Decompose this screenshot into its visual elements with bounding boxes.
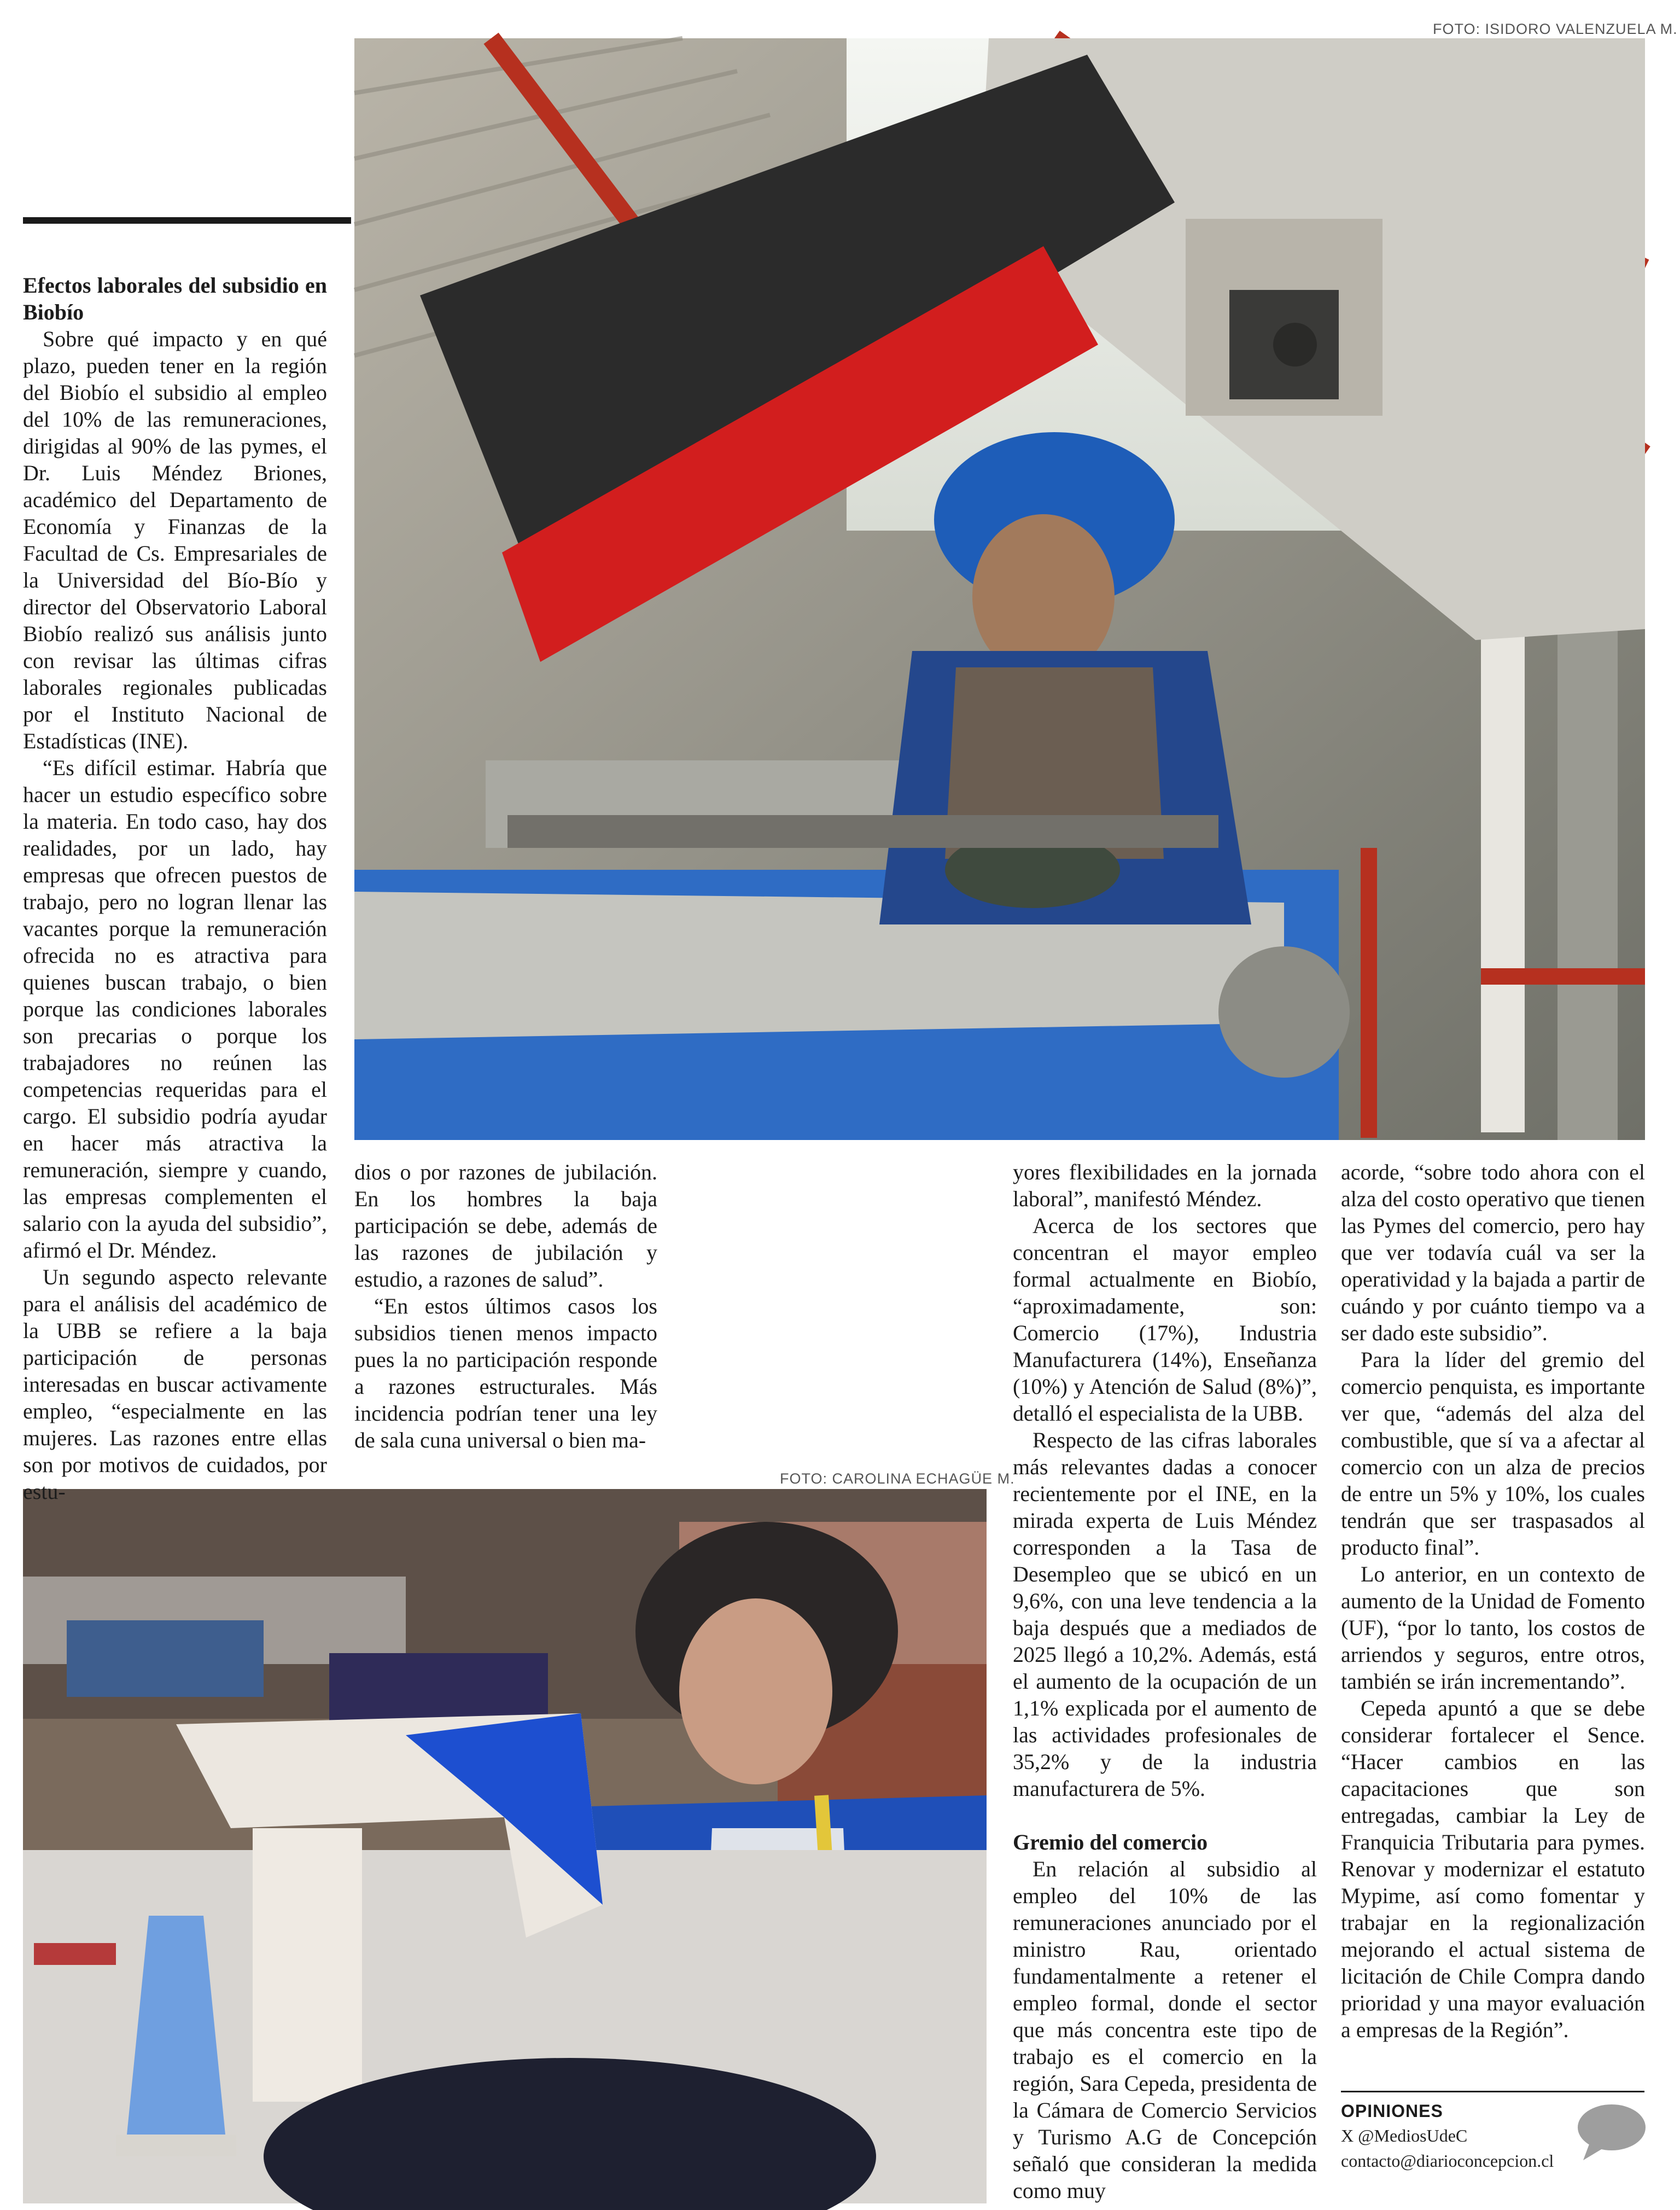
section-rule bbox=[23, 217, 351, 224]
section-subheading: Gremio del comercio bbox=[1013, 1830, 1208, 1854]
section-heading: Efectos laborales del subsidio en Biobío bbox=[23, 273, 327, 324]
contact-email[interactable]: contacto@diarioconcepcion.cl bbox=[1341, 2151, 1554, 2171]
paragraph: Sobre qué impacto y en qué plazo, pueden tener en la región del Biobío el subsidio al empleo del 10% de las remuneraciones, dirigidas al 90% de las pymes, el Dr. Luis Méndez Briones, académico del Departamento de Economía y Finanzas de la Facultad de Cs. Empresariales de la Universidad del Bío-Bío y director del Observatorio Laboral Biobío realizó sus análisis junto con revisar las últimas cifras laborales regionales publicadas por el Instituto Nacional de Estadísticas (INE). bbox=[23, 327, 327, 753]
paragraph: Acerca de los sectores que concentran el mayor empleo formal actualmente en Biobío, “aproximadamente, son: Comercio (17%), Industria Manufacturera (14%), Enseñanza (10%) y Atención de Salud (8%)”, detalló el especialista de la UBB. bbox=[1013, 1213, 1317, 1426]
paragraph: En relación al subsidio al empleo del 10% de las remuneraciones anunciado por el ministro Rau, orientado fundamentalmente a retener el empleo formal, donde el sector que más concentra este tipo de trabajo es el comercio en la región, Sara Cepeda, presidenta de la Cámara de Comercio Servicios y Turismo A.G de Concepción señaló que consideran la medida como muy bbox=[1013, 1857, 1317, 2203]
industrial-photo bbox=[354, 38, 1645, 1140]
paragraph: acorde, “sobre todo ahora con el alza del costo operativo que tienen las Pymes del comercio, pero hay que ver todavía cuál va ser la operatividad y la bajada a partir de cuándo y por cuánto tiempo va a ser dado este subsidio”. bbox=[1341, 1160, 1645, 1345]
speech-bubble-icon bbox=[1573, 2102, 1647, 2162]
sewing-photo bbox=[23, 1489, 987, 2203]
article-column-3 bbox=[1013, 1159, 1317, 2203]
photo-credit-top: FOTO: ISIDORO VALENZUELA M. bbox=[1433, 21, 1678, 37]
paragraph: Respecto de las cifras laborales más relevantes dadas a conocer recientemente por el INE, en la mirada experta de Luis Méndez corresponden a la Tasa de Desempleo que se ubicó en un 9,6%, con una leve tendencia a la baja después que a mediados de 2025 llegó a 10,2%. Además, está el aumento de la ocupación de un 1,1% explicada por el aumento de las actividades profesionales de 35,2% y de la industria manufacturera de 5%. bbox=[1013, 1428, 1317, 1801]
opinions-box bbox=[1341, 2091, 1644, 2202]
social-handle[interactable]: X @MediosUdeC bbox=[1341, 2126, 1468, 2145]
paragraph: Para la líder del gremio del comercio penquista, es importante ver que, “además del alza del combustible, que sí va a afectar al comercio con un alza de precios de entre un 5% y 10%, los cuales tendrán que ser traspasados al producto final”. bbox=[1341, 1347, 1645, 1560]
article-column-2 bbox=[354, 1159, 657, 1465]
paragraph: “Es difícil estimar. Habría que hacer un estudio específico sobre la materia. En todo caso, hay dos realidades, por un lado, hay empresas que ofrecen puestos de trabajo, pero no logran llenar las vacantes porque la remuneración ofrecida no es atractiva para quienes buscan trabajo, o bien porque las condiciones laborales son precarias o porque los trabajadores no reúnen las competencias requeridas para el cargo. El subsidio podría ayudar en hacer más atractiva la remuneración, siempre y cuando, las empresas complementen el salario con la ayuda del subsidio”, afirmó el Dr. Méndez. bbox=[23, 755, 327, 1263]
paragraph: Un segundo aspecto relevante para el análisis del académico de la UBB se refiere a la baja participación de personas interesadas en buscar activamente empleo, “especialmente en las mujeres. Las razones entre ellas son por motivos de cuidados, por estu- bbox=[23, 1265, 327, 1504]
paragraph: Lo anterior, en un contexto de aumento de la Unidad de Fomento (UF), “por lo tanto, los costos de arriendos y seguros, entre otros, también se irán incrementando”. bbox=[1341, 1562, 1645, 1694]
article-column-4 bbox=[1341, 1159, 1645, 2083]
paragraph: Cepeda apuntó a que se debe considerar fortalecer el Sence. “Hacer cambios en las capacitaciones que son entregadas, cambiar la Ley de Franquicia Tributaria para pymes. Renovar y modernizar el estatuto Mypime, así como fomentar y trabajar en la regionalización mejorando el actual sistema de licitación de Chile Compra dando prioridad y una mayor evaluación a empresas de la Región”. bbox=[1341, 1696, 1645, 2042]
paragraph: yores flexibilidades en la jornada laboral”, manifestó Méndez. bbox=[1013, 1160, 1317, 1211]
paragraph: dios o por razones de jubilación. En los hombres la baja participación se debe, además de las razones de jubilación y estudio, a razones de salud”. bbox=[354, 1160, 657, 1292]
opinions-title: OPINIONES bbox=[1341, 2101, 1443, 2121]
article-column-1 bbox=[23, 272, 327, 1504]
paragraph: “En estos últimos casos los subsidios tienen menos impacto pues la no participación responde a razones estructurales. Más incidencia podrían tener una ley de sala cuna universal o bien ma- bbox=[354, 1294, 657, 1452]
photo-credit-bottom: FOTO: CAROLINA ECHAGÜE M. bbox=[780, 1470, 1015, 1487]
